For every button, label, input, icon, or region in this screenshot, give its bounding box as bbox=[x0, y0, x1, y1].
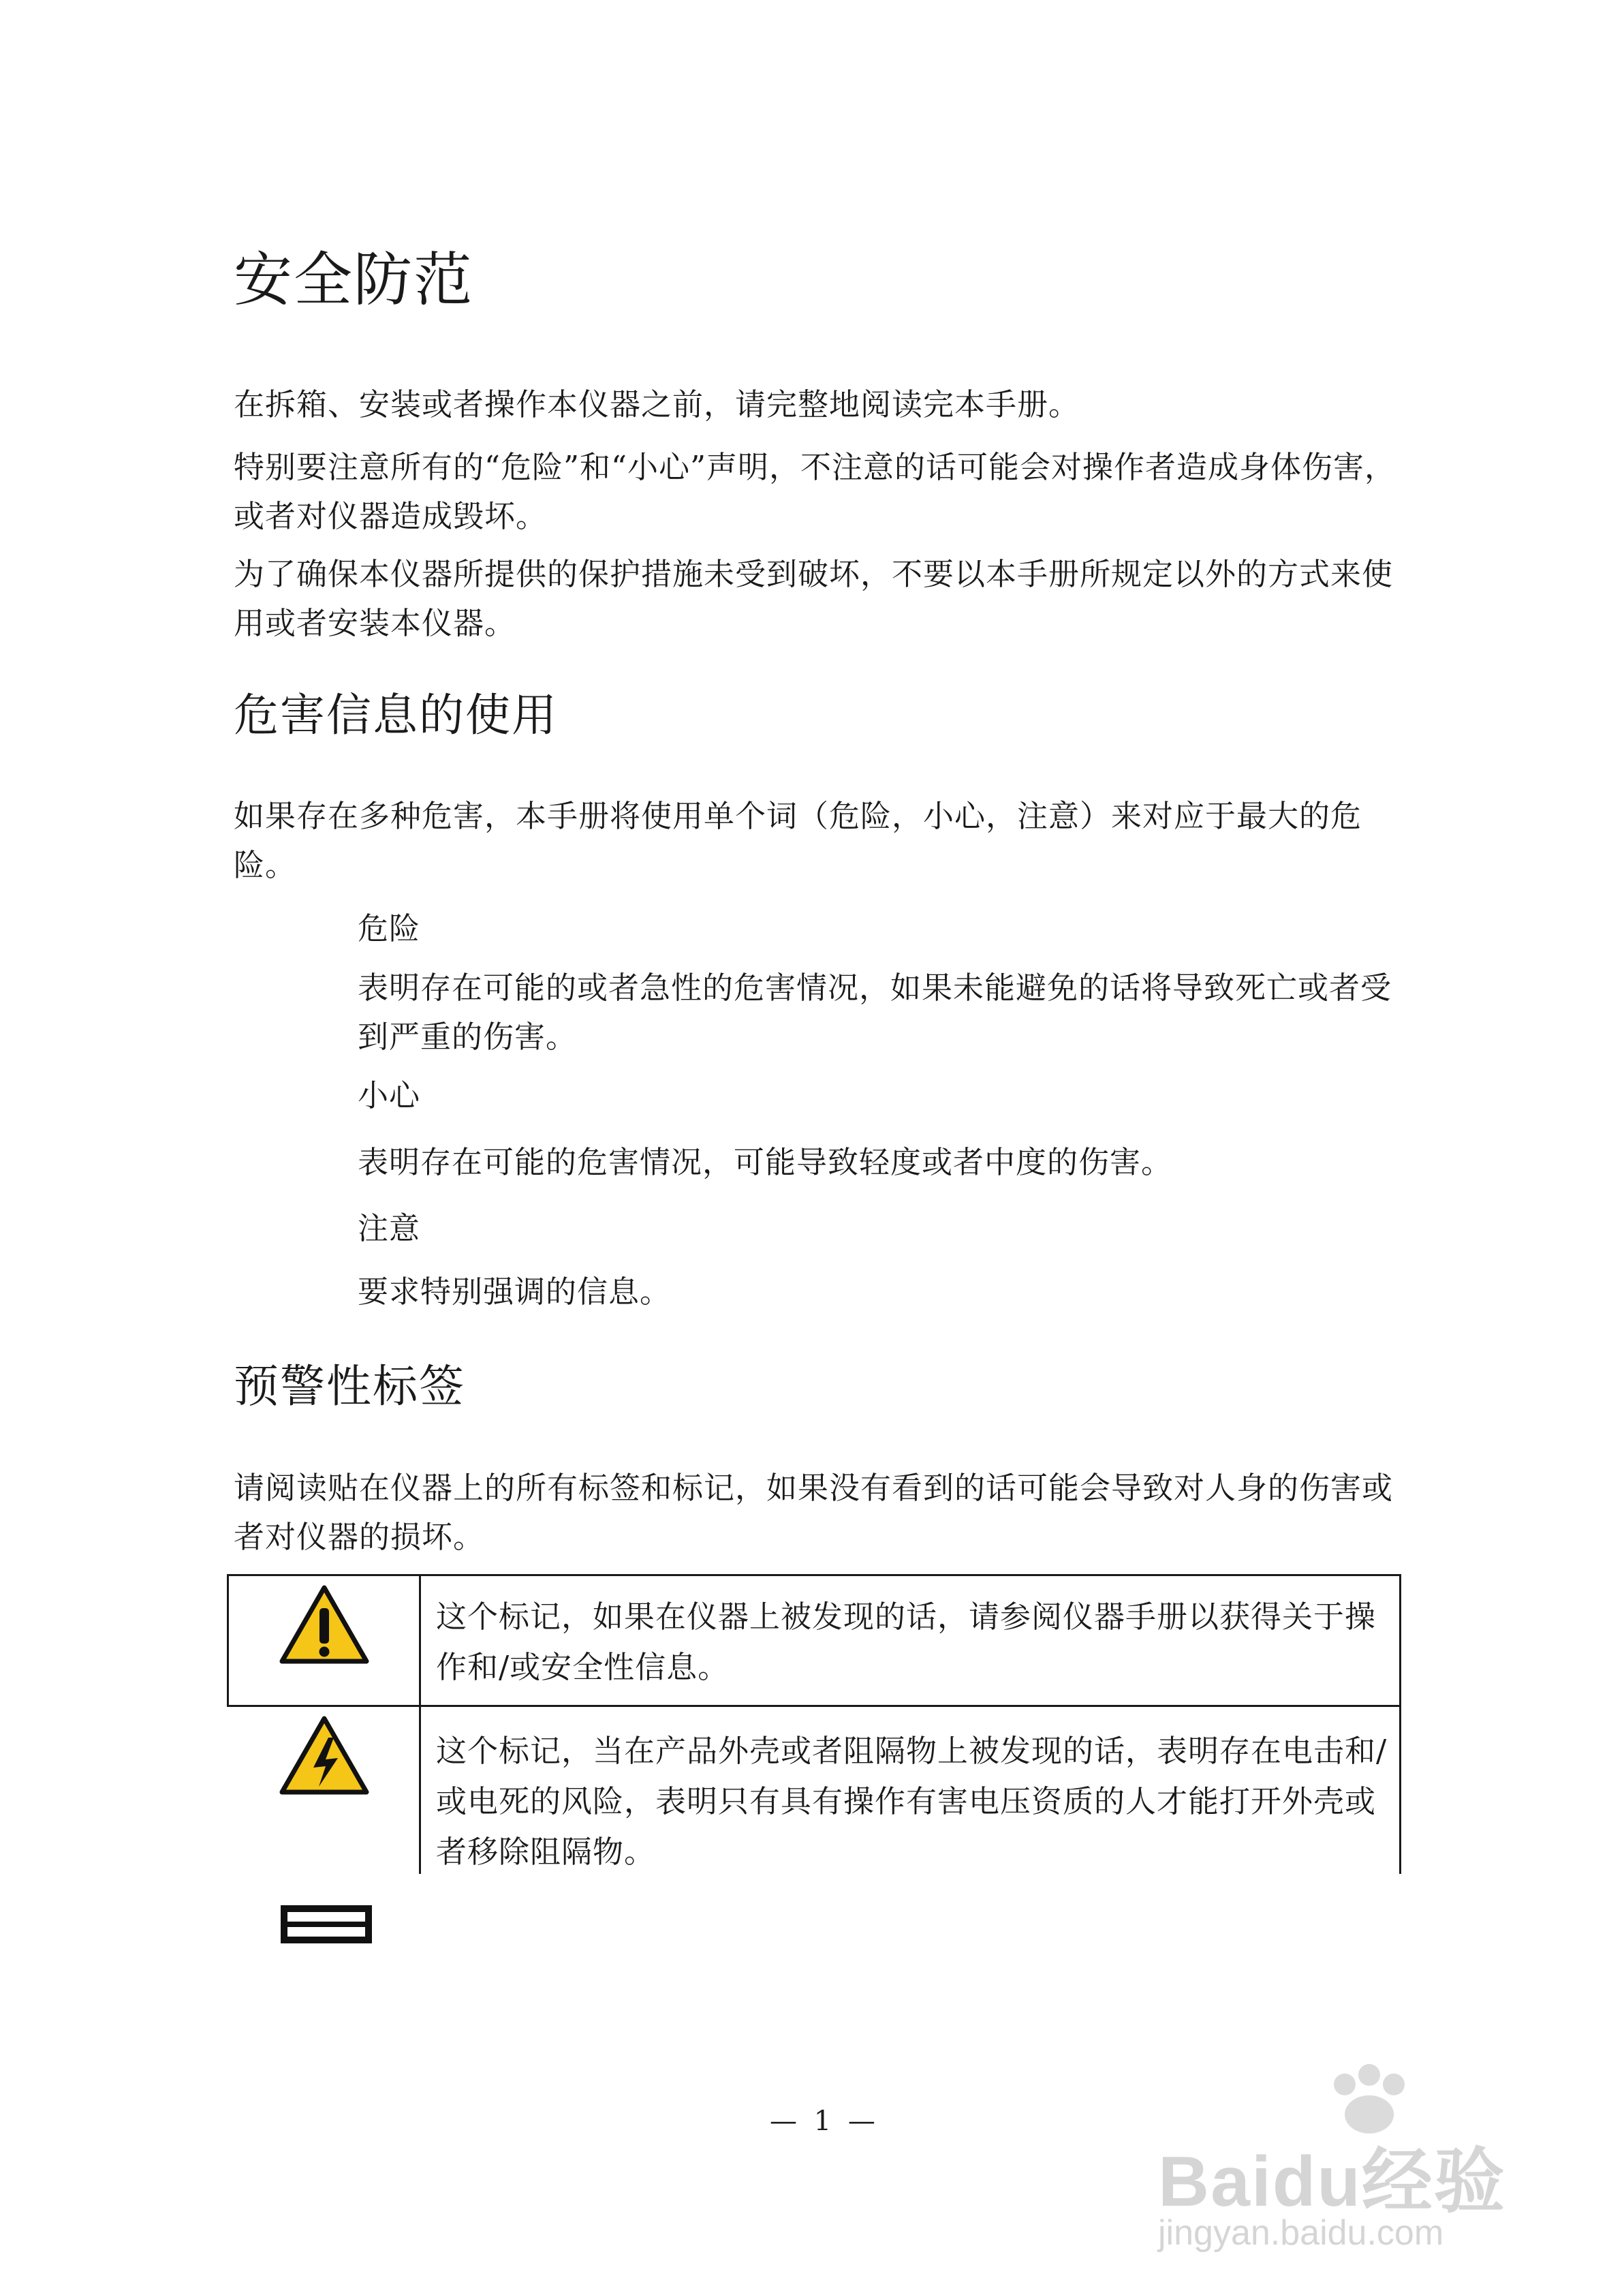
watermark-url: jingyan.baidu.com bbox=[1158, 2213, 1444, 2253]
page-number: — 1 — bbox=[770, 2106, 879, 2137]
hazard-section-heading: 危害信息的使用 bbox=[234, 689, 558, 741]
labels-section-intro: 请阅读贴在仪器上的所有标签和标记，如果没有看到的话可能会导致对人身的伤害或者对仪器的损坏。 bbox=[234, 1470, 1394, 1555]
page-title: 安全防范 bbox=[234, 246, 473, 314]
label-row-2-text: 这个标记，当在产品外壳或者阻隔物上被发现的话，表明存在电击和/或电死的风险，表明只有具有操作有害电压资质的人才能打开外壳或者移除阻隔物。 bbox=[436, 1733, 1388, 1870]
term-notice: 注意 bbox=[358, 1210, 421, 1246]
intro-paragraph-1: 在拆箱、安装或者操作本仪器之前，请完整地阅读完本手册。 bbox=[234, 386, 1080, 422]
hazard-section-intro: 如果存在多种危害，本手册将使用单个词（危险，小心，注意）来对应于最大的危险。 bbox=[234, 798, 1362, 883]
term-notice-definition: 要求特别强调的信息。 bbox=[358, 1274, 672, 1310]
intro-paragraph-3: 为了确保本仪器所提供的保护措施未受到破坏，不要以本手册所规定以外的方式来使用或者安装本仪器。 bbox=[234, 556, 1394, 641]
intro-paragraph-2: 特别要注意所有的“危险”和“小心”声明，不注意的话可能会对操作者造成身体伤害，或者对仪器造成毁坏。 bbox=[234, 449, 1396, 534]
term-caution-definition: 表明存在可能的危害情况，可能导致轻度或者中度的伤害。 bbox=[358, 1144, 1173, 1180]
exclamation-warning-icon bbox=[278, 1582, 371, 1667]
fuse-icon bbox=[281, 1905, 372, 1943]
term-danger-definition: 表明存在可能的或者急性的危害情况，如果未能避免的话将导致死亡或者受到严重的伤害。 bbox=[358, 970, 1392, 1055]
electric-shock-warning-icon bbox=[278, 1713, 371, 1798]
term-caution: 小心 bbox=[358, 1077, 421, 1113]
labels-section-heading: 预警性标签 bbox=[234, 1360, 465, 1413]
term-danger: 危险 bbox=[358, 910, 421, 946]
label-row-1-text: 这个标记，如果在仪器上被发现的话，请参阅仪器手册以获得关于操作和/或安全性信息。 bbox=[436, 1599, 1377, 1685]
baidu-watermark bbox=[1158, 2061, 1546, 2266]
watermark-brand: Baidu经验 bbox=[1158, 2142, 1506, 2221]
